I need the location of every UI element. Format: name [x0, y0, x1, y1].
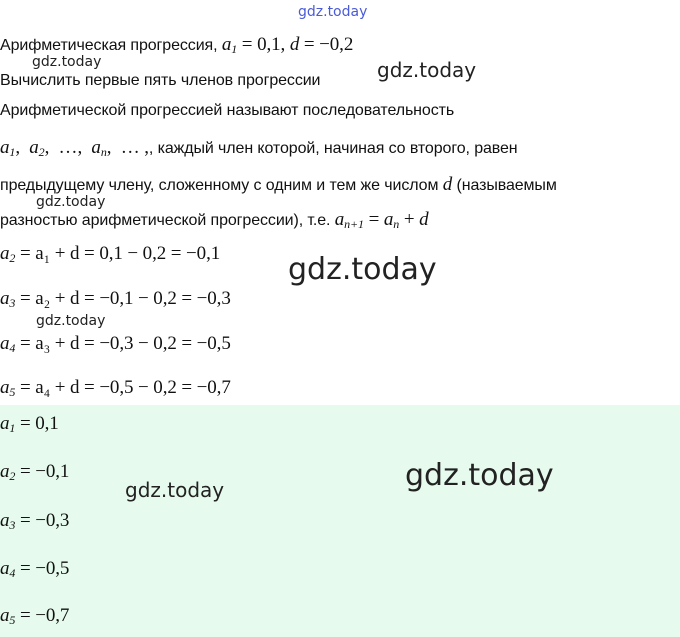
- calc-row-4: $a_4 = a_3 + d = -0,3 - 0,2 = -0,5$: [0, 333, 231, 355]
- watermark-5: gdz.today: [36, 313, 106, 329]
- sequence-math: $a_1$, $a_2$, …, $a_n$, … ,: [0, 137, 149, 159]
- explanation-line-1: Арифметической прогрессией называют последовательность: [0, 102, 455, 119]
- problem-math: $a_1 = 0,1$, d = −0,2: [221, 34, 354, 56]
- explanation-line-2-text: , каждый член которой, начиная со второго, равен: [148, 140, 518, 157]
- answer-row-4: $a_4 = -0,5$: [0, 558, 70, 580]
- task-text: Вычислить первые пять членов прогрессии: [0, 72, 321, 89]
- watermark-6: gdz.today: [125, 478, 225, 502]
- answer-box: [0, 405, 680, 637]
- calc-row-3: $a_3 = a_2 + d = -0,1 - 0,2 = -0,3$: [0, 288, 231, 310]
- watermark-top: gdz.today: [298, 4, 368, 20]
- watermark-4: gdz.today: [288, 252, 437, 287]
- calc-row-2: $a_2 = a_1 + d = 0,1 - 0,2 = -0,1$: [0, 243, 221, 265]
- calc-row-5: $a_5 = a_4 + d = -0,5 - 0,2 = -0,7$: [0, 377, 231, 399]
- problem-title: Арифметическая прогрессия,: [0, 37, 218, 54]
- explanation-line-4: разностью арифметической прогрессии), т.е. $a_{n+1} = a_n + d$: [0, 209, 429, 231]
- watermark-7: gdz.today: [405, 458, 554, 493]
- answer-row-1: $a_1 = 0,1$: [0, 413, 59, 435]
- explanation-line-3: предыдущему члену, сложенному с одним и тем же числом d (называемым: [0, 174, 557, 195]
- explanation-line-2: [0, 137, 518, 160]
- watermark-2: gdz.today: [377, 58, 477, 82]
- recurrence-formula: $a_{n+1} = a_n + d$: [334, 209, 429, 231]
- watermark-3: gdz.today: [36, 194, 106, 210]
- watermark-1: gdz.today: [32, 54, 102, 70]
- answer-row-2: $a_2 = -0,1$: [0, 461, 70, 483]
- answer-row-5: $a_5 = -0,7$: [0, 605, 70, 627]
- answer-row-3: $a_3 = -0,3$: [0, 510, 70, 532]
